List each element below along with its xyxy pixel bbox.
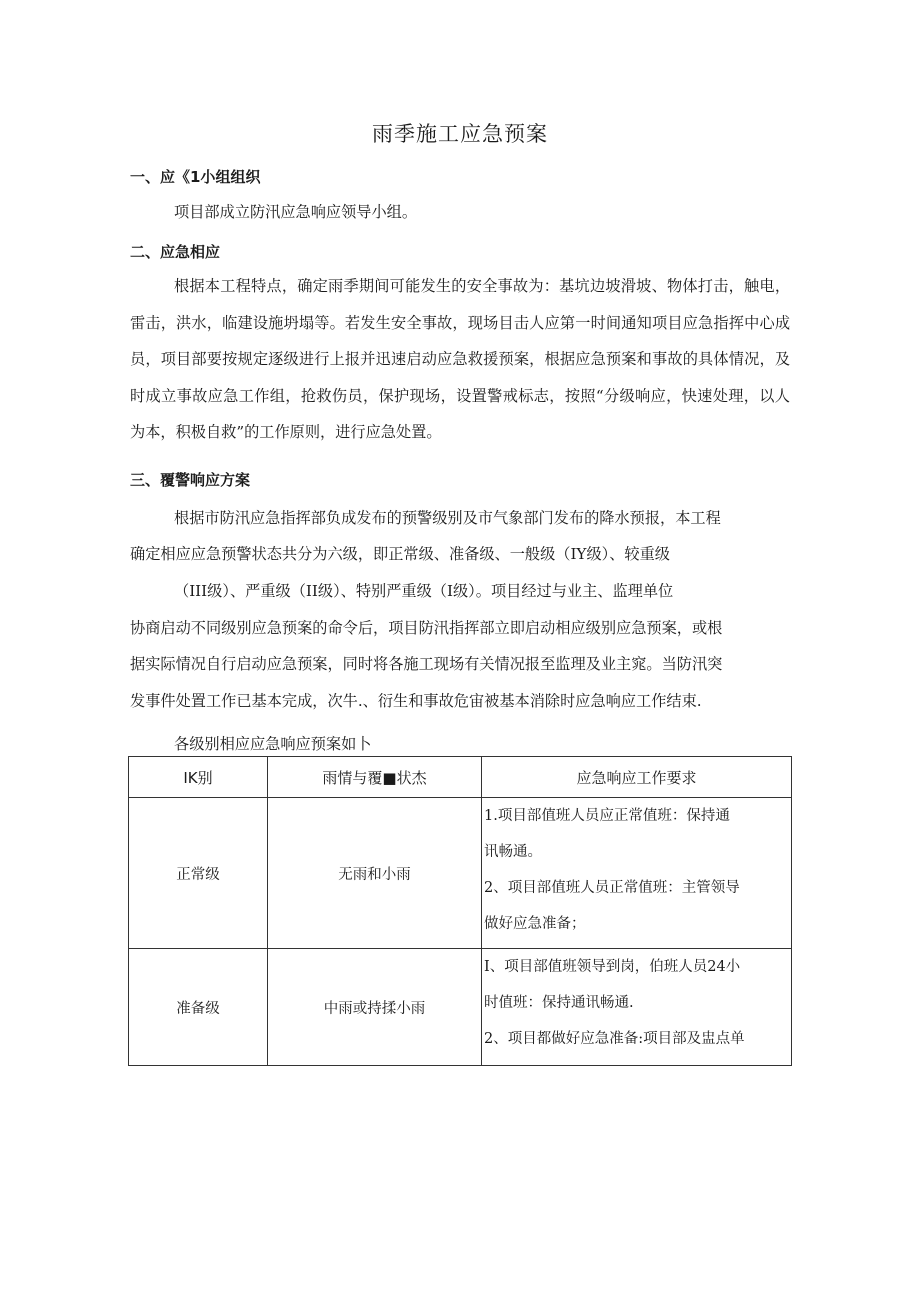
requirement-line: 讯畅通。 (484, 844, 542, 860)
table-row (129, 798, 792, 949)
header-level: IK别 (129, 757, 268, 798)
table-header-row (129, 757, 792, 798)
level-cell: 正常级 (129, 798, 268, 949)
section-paragraph-2: 根据本工程特点，确定雨季期间可能发生的安全事故为：基坑边坡滑坡、物体打击，触电，雷击，洪水，临建设施坍塌等。若发生安全事故，现场目击人应第一时间通知项目应急指挥中心成员，项目部要按规定逐级进行上报并迅速启动应急救援预案，根据应急预案和事故的具体情况，及时成立事故应急工作组，抢救伤员，保护现场，设置警戒标志，按照“分级响应，快速处理，以人为本，积极自救”的工作原则，进行应急处置。 (130, 277, 790, 441)
paragraph-line: 根据市防汛应急指挥部负成发布的预警级别及市气象部门发布的降水预报，本工程 (174, 509, 721, 527)
requirements-cell (482, 798, 792, 949)
condition-cell: 无雨和小雨 (268, 798, 482, 949)
paragraph-line: 确定相应应急预警状态共分为六级，即正常级、准备级、一般级（IY级）、较重级 (130, 545, 670, 563)
response-table (128, 756, 792, 1066)
condition-cell: 中雨或持揉小雨 (268, 949, 482, 1066)
section-heading-3: 三、覆警响应方案 (130, 471, 251, 489)
paragraph-line: 据实际情况自行启动应急预案，同时将各施工现场有关情况报至监理及业主窕。当防汛突 (130, 655, 723, 673)
requirement-line: 做好应急准备； (484, 916, 586, 932)
requirements-cell (482, 949, 792, 1066)
page-title: 雨季施工应急预案 (372, 122, 548, 146)
requirement-line: 2、项目部值班人员正常值班：主管领导 (484, 880, 740, 896)
paragraph-line: （III级）、严重级（II级）、特别严重级（I级）。项目经过与业主、监理单位 (174, 582, 674, 600)
requirement-line: 2、项目都做好应急准备:项目部及盅点单 (484, 1031, 745, 1047)
requirement-line: 时值班：保持通讯畅通. (484, 995, 634, 1011)
requirement-line: I、项目部值班领导到岗，伯班人员24小 (484, 959, 741, 975)
requirement-line: 1.项目部值班人员应正常值班：保持通 (484, 808, 730, 824)
section-paragraph-1: 项目部成立防汛应急响应领导小组。 (174, 203, 417, 221)
section-heading-1: 一、应《1小组组织 (130, 168, 261, 186)
section-heading-2: 二、应急相应 (130, 243, 221, 261)
level-cell: 准备级 (129, 949, 268, 1066)
header-requirements: 应急响应工作要求 (482, 757, 792, 798)
table-caption: 各级别相应应急响应预案如卜 (174, 735, 372, 753)
paragraph-line: 发事件处置工作已基本完成，次牛.、衍生和事故危宙被基本消除时应急响应工作结束. (130, 692, 702, 710)
header-condition: 雨情与覆■状杰 (268, 757, 482, 798)
paragraph-line: 协商启动不同级别应急预案的命令后，项目防汛指挥部立即启动相应级别应急预案，或根 (130, 619, 723, 637)
table-row (129, 949, 792, 1066)
